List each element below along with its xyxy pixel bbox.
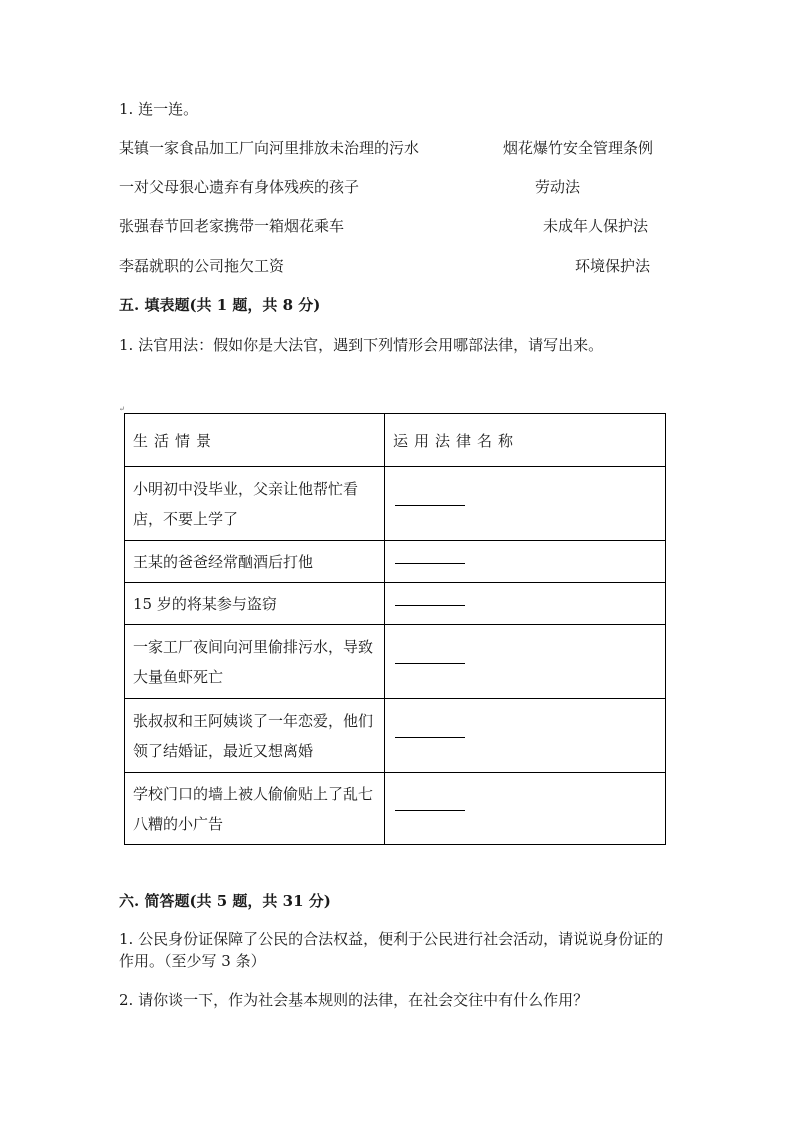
- matching-left-item: 张强春节回老家携带一箱烟花乘车: [119, 217, 345, 235]
- fill-table-question: 1. 法官用法：假如你是大法官，遇到下列情形会用哪部法律，请写出来。: [119, 336, 604, 354]
- scene-cell: 张叔叔和王阿姨谈了一年恋爱，他们领了结婚证，最近又想离婚: [125, 699, 385, 773]
- table-row: [125, 541, 666, 583]
- scene-cell: 一家工厂夜间向河里偷排污水，导致大量鱼虾死亡: [125, 625, 385, 699]
- answer-cell[interactable]: [385, 773, 666, 845]
- section-heading-fill-table: 五. 填表题(共 1 题，共 8 分): [119, 296, 321, 314]
- scene-cell: 学校门口的墙上被人偷偷贴上了乱七八糟的小广告: [125, 773, 385, 845]
- short-answer-question-2: 2. 请你谈一下，作为社会基本规则的法律，在社会交往中有什么作用？: [119, 991, 589, 1009]
- short-answer-question-1: 1. 公民身份证保障了公民的合法权益，便利于公民进行社会活动，请说说身份证的作用。（至少写 3 条）: [119, 930, 664, 970]
- answer-blank-line[interactable]: [395, 809, 465, 811]
- matching-question-label: 1. 连一连。: [119, 100, 199, 118]
- answer-cell[interactable]: [385, 625, 666, 699]
- answer-blank-line[interactable]: [395, 662, 465, 664]
- answer-blank-line[interactable]: [395, 504, 465, 506]
- table-header-scene: 生活情景: [125, 414, 385, 467]
- matching-left-item: 某镇一家食品加工厂向河里排放未治理的污水: [119, 139, 420, 157]
- table-row: [125, 773, 666, 845]
- answer-cell[interactable]: [385, 583, 666, 625]
- table-header-law: 运用法律名称: [385, 414, 666, 467]
- matching-right-item: 环境保护法: [575, 257, 651, 275]
- matching-right-item: 劳动法: [535, 178, 581, 196]
- matching-right-item: 未成年人保护法: [543, 217, 649, 235]
- scene-cell: 小明初中没毕业，父亲让他帮忙看店，不要上学了: [125, 467, 385, 541]
- matching-right-item: 烟花爆竹安全管理条例: [503, 139, 654, 157]
- answer-blank-line[interactable]: [395, 736, 465, 738]
- law-table: [124, 413, 666, 845]
- answer-cell[interactable]: [385, 699, 666, 773]
- scene-cell: 王某的爸爸经常酗酒后打他: [125, 541, 385, 583]
- table-row: [125, 467, 666, 541]
- answer-blank-line[interactable]: [395, 562, 465, 564]
- table-anchor-mark: ↵: [119, 405, 125, 413]
- table-row: [125, 625, 666, 699]
- matching-left-item: 李磊就职的公司拖欠工资: [119, 257, 285, 275]
- section-heading-short-answer: 六. 简答题(共 5 题，共 31 分): [119, 892, 331, 910]
- scene-cell: 15 岁的将某参与盗窃: [125, 583, 385, 625]
- table-header-row: [125, 414, 666, 467]
- answer-cell[interactable]: [385, 467, 666, 541]
- answer-blank-line[interactable]: [395, 604, 465, 606]
- table-row: [125, 699, 666, 773]
- matching-left-item: 一对父母狠心遗弃有身体残疾的孩子: [119, 178, 360, 196]
- table-row: [125, 583, 666, 625]
- answer-cell[interactable]: [385, 541, 666, 583]
